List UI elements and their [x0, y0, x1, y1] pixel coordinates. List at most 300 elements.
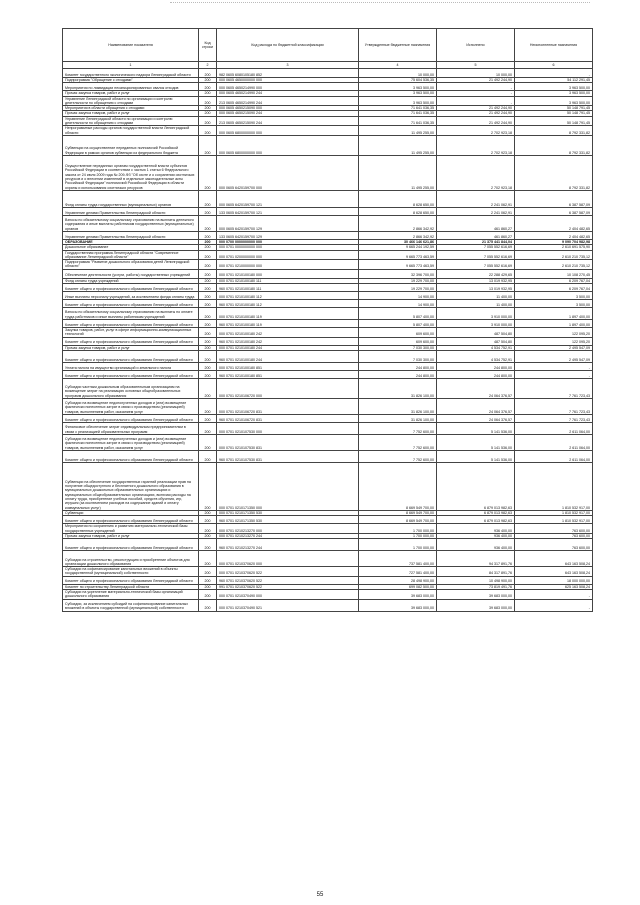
row-unexecuted: 2 495 547,09	[515, 350, 593, 362]
row-approved: 5 807 400,00	[359, 308, 437, 320]
table-row	[63, 524, 593, 534]
row-unexecuted: 3 500,00	[515, 300, 593, 308]
row-budget-code: 000 0701 0210100180 112	[217, 292, 359, 300]
row-budget-code: 213 0605 4650214990 244	[217, 96, 359, 106]
row-executed: 6 879 013 982,63	[437, 510, 515, 515]
table-row	[63, 328, 593, 338]
row-unexecuted: 8 792 331,82	[515, 135, 593, 155]
row-approved: 10 000,00	[359, 69, 437, 78]
table-row	[63, 370, 593, 378]
row-line-code: 200	[199, 111, 217, 116]
row-name: Субсидии на строительство, реконструкцию и приобретение объектов для организации дошкольного образования	[63, 551, 199, 567]
row-executed: 5 141 536,00	[437, 422, 515, 434]
row-line-code: 200	[199, 135, 217, 155]
row-budget-code: 000 0701 0210171350 000	[217, 462, 359, 510]
column-number: 1	[63, 62, 199, 69]
row-unexecuted: 6 209 767,04	[515, 284, 593, 292]
row-unexecuted: 643 163 508,24	[515, 551, 593, 567]
row-unexecuted: 1 897 400,00	[515, 320, 593, 328]
row-name: Прочая закупка товаров, работ и услуг	[63, 345, 199, 350]
table-row	[63, 320, 593, 328]
row-line-code: 200	[199, 576, 217, 584]
row-line-code: 200	[199, 599, 217, 611]
row-name: Уплата налога на имущество организаций и земельного налога	[63, 362, 199, 370]
row-line-code: 200	[199, 239, 217, 244]
row-line-code: 200	[199, 422, 217, 434]
row-budget-code: 960 0701 0210106720 831	[217, 414, 359, 422]
row-approved: 31 826 100,00	[359, 398, 437, 414]
row-executed: 487 504,80	[437, 337, 515, 345]
row-approved: 244 800,00	[359, 362, 437, 370]
row-unexecuted: 7 761 723,43	[515, 378, 593, 398]
table-row	[63, 231, 593, 239]
row-approved: 5 807 400,00	[359, 320, 437, 328]
row-executed: 244 800,00	[437, 370, 515, 378]
row-executed: 84 317 891,76	[437, 567, 515, 577]
row-approved: 699 082 500,00	[359, 584, 437, 589]
row-executed: 487 504,80	[437, 328, 515, 338]
row-executed: 6 879 013 982,63	[437, 516, 515, 524]
row-approved: 244 800,00	[359, 370, 437, 378]
row-approved: 7 752 600,00	[359, 422, 437, 434]
row-unexecuted: 643 163 508,24	[515, 567, 593, 577]
row-budget-code: 000 0701 0210370620 000	[217, 551, 359, 567]
table-body	[63, 69, 593, 612]
row-budget-code: 000 0701 0210370620 522	[217, 567, 359, 577]
row-executed: 94 317 891,76	[437, 551, 515, 567]
row-unexecuted: 50 148 791,45	[515, 116, 593, 126]
row-approved: 8 669 549 700,00	[359, 516, 437, 524]
row-line-code: 200	[199, 207, 217, 215]
row-name: Комитет общего и профессионального образования Ленинградской области	[63, 350, 199, 362]
row-line-code: 200	[199, 584, 217, 589]
row-name: Дошкольное образование	[63, 245, 199, 250]
row-name: Прочая закупка товаров, работ и услуг	[63, 533, 199, 538]
row-unexecuted: 3 963 500,00	[515, 96, 593, 106]
row-unexecuted: 6 387 587,09	[515, 207, 593, 215]
row-name: Субвенции на обеспечение государственных гарантий реализации прав на получение общедоступного и бесплатного дошкольного образования в муниципальных дошкольных образовательных организациях и муниципальных общеобразовательных организациях, включая расходы на оплату труда, приобретение учебных пособий, средств обучения, игр, игрушек (за исключением расходов на содержание зданий и оплату коммунальных услуг)	[63, 462, 199, 510]
table-row	[63, 398, 593, 414]
row-approved: 11 495 255,00	[359, 155, 437, 190]
row-unexecuted: 2 611 064,00	[515, 422, 593, 434]
row-budget-code: 000 0605 4650215090 000	[217, 106, 359, 111]
row-name: Управление делами Правительства Ленинградской области	[63, 207, 199, 215]
page-number: 55	[316, 892, 324, 898]
row-name: Прочая закупка товаров, работ и услуг	[63, 91, 199, 96]
row-name: Финансовое обеспечение затрат индивидуальным предпринимателям в связи с реализацией образовательных программ	[63, 422, 199, 434]
row-line-code: 200	[199, 462, 217, 510]
row-line-code: 200	[199, 337, 217, 345]
row-executed: -	[437, 91, 515, 96]
row-approved: 1 700 000,00	[359, 533, 437, 538]
row-budget-code: 000 0605 6420159700 129	[217, 215, 359, 231]
row-line-code: 200	[199, 96, 217, 106]
row-name: Субсидии на возмещение недополученных доходов и (или) возмещение фактически понесенных затрат в связи с производством (реализацией) товаров, выполнением работ, оказанием услуг	[63, 434, 199, 450]
row-unexecuted: 1 810 532 917,00	[515, 462, 593, 510]
row-executed: 2 702 923,18	[437, 135, 515, 155]
row-approved: 9 665 773 463,59	[359, 260, 437, 270]
row-budget-code: 000 0701 0200000000 000	[217, 250, 359, 260]
row-executed: 7 055 552 616,69	[437, 260, 515, 270]
row-budget-code: 960 0701 0210370620 522	[217, 576, 359, 584]
table-row	[63, 135, 593, 155]
table-row	[63, 414, 593, 422]
row-line-code: 200	[199, 190, 217, 207]
row-budget-code: 133 0605 6420159700 121	[217, 207, 359, 215]
row-executed: 4 534 752,91	[437, 350, 515, 362]
budget-report-page	[62, 28, 592, 612]
row-name: Фонд оплаты труда государственных (муниципальных) органов	[63, 190, 199, 207]
row-line-code: 200	[199, 510, 217, 515]
row-executed: 2 702 923,18	[437, 126, 515, 136]
table-row	[63, 576, 593, 584]
row-line-code: 200	[199, 260, 217, 270]
row-line-code: 200	[199, 155, 217, 190]
row-executed: 5 141 536,00	[437, 434, 515, 450]
row-line-code: 200	[199, 328, 217, 338]
row-unexecuted: 1 810 532 917,00	[515, 516, 593, 524]
row-budget-code: 960 0701 0210107530 831	[217, 450, 359, 462]
row-approved: 1 700 000,00	[359, 524, 437, 534]
row-executed: 936 400,00	[437, 533, 515, 538]
row-line-code: 200	[199, 250, 217, 260]
row-name: Мероприятия по ликвидации несанкционированных свалок отходов	[63, 83, 199, 91]
row-approved: 8 669 549 700,00	[359, 510, 437, 515]
row-line-code: 200	[199, 345, 217, 350]
table-row	[63, 308, 593, 320]
row-line-code: 200	[199, 83, 217, 91]
table-row	[63, 190, 593, 207]
row-approved: 39 683 000,00	[359, 599, 437, 611]
row-line-code: 200	[199, 362, 217, 370]
row-name: Непрограммные расходы органов государственной власти Ленинградской области	[63, 126, 199, 136]
row-line-code: 200	[199, 284, 217, 292]
row-line-code: 200	[199, 245, 217, 250]
row-approved: 71 641 036,35	[359, 106, 437, 111]
row-budget-code: 000 0701 0210370490 000	[217, 590, 359, 600]
row-budget-code: 960 0701 0210100180 111	[217, 284, 359, 292]
row-approved: 30 466 146 621,86	[359, 239, 437, 244]
table-row	[63, 362, 593, 370]
row-unexecuted: 2 610 210 735,12	[515, 250, 593, 260]
row-unexecuted: -	[515, 599, 593, 611]
row-unexecuted: -	[515, 370, 593, 378]
row-unexecuted: 625 163 508,24	[515, 584, 593, 589]
row-unexecuted: 3 500,00	[515, 292, 593, 300]
row-unexecuted: -	[515, 362, 593, 370]
row-unexecuted: 763 600,00	[515, 533, 593, 538]
row-name: Мероприятия по сохранению и развитию материально-технической базы государственных учреждений	[63, 524, 199, 534]
row-executed: 11 400,00	[437, 300, 515, 308]
row-unexecuted: 7 761 723,43	[515, 398, 593, 414]
row-name: Подпрограмма "Развитие дошкольного образования детей Ленинградской области"	[63, 260, 199, 270]
row-executed: 10 498 900,00	[437, 576, 515, 584]
row-unexecuted: 2 404 482,65	[515, 215, 593, 231]
row-name: Субвенции на осуществление переданных полномочий Российской Федерации в рамках органов субвенции из федерального бюджета	[63, 135, 199, 155]
row-unexecuted: 50 148 791,45	[515, 106, 593, 111]
row-unexecuted: 2 611 064,00	[515, 434, 593, 450]
row-name: Субсидии на софинансирование капитальных вложений в объекты государственной (муниципальной) собственности	[63, 567, 199, 577]
row-executed: 21 375 441 844,04	[437, 239, 515, 244]
row-name: Субсидии на возмещение недополученных доходов и (или) возмещение фактически понесенных затрат в связи с производством (реализацией) товаров, выполнением работ, оказанием услуг	[63, 398, 199, 414]
row-budget-code: 960 0701 0210100180 244	[217, 350, 359, 362]
row-unexecuted: 763 600,00	[515, 524, 593, 534]
row-unexecuted: 3 963 500,00	[515, 91, 593, 96]
table-row	[63, 539, 593, 551]
row-name: Осуществление переданных органам государственной власти субъектов Российской Федерации в соответствии с частью 1 статьи 6 Федерального закона от 24 июля 2009 года № 209-ФЗ "Об охоте и о сохранении охотничьих ресурсов и о внесении изменений в отдельные законодательные акты Российской Федерации" полномочий Российской Федерации в области охраны и использования охотничьих ресурсов	[63, 155, 199, 190]
row-budget-code: 000 0605 6800000000 000	[217, 135, 359, 155]
row-executed: 3 910 000,00	[437, 320, 515, 328]
table-row	[63, 83, 593, 91]
row-line-code: 200	[199, 308, 217, 320]
row-executed: 39 683 000,00	[437, 590, 515, 600]
row-budget-code: 000 0701 0210213270 000	[217, 524, 359, 534]
row-executed: 244 800,00	[437, 362, 515, 370]
table-row	[63, 250, 593, 260]
scan-edge-marks	[170, 2, 590, 7]
row-approved: 609 600,00	[359, 328, 437, 338]
row-budget-code: 000 0701 0210107530 000	[217, 422, 359, 434]
row-line-code: 200	[199, 69, 217, 78]
row-unexecuted: 9 090 704 982,98	[515, 239, 593, 244]
row-budget-code: 213 0605 4650215090 244	[217, 116, 359, 126]
row-executed: 21 492 244,90	[437, 106, 515, 111]
row-budget-code: 000 0701 0210213270 244	[217, 533, 359, 538]
row-line-code: 200	[199, 414, 217, 422]
row-approved: 7 752 600,00	[359, 434, 437, 450]
row-budget-code: 000 0701 0210000000 000	[217, 260, 359, 270]
row-line-code: 200	[199, 269, 217, 278]
row-name: Комитет по строительству Ленинградской области	[63, 584, 199, 589]
row-approved: 11 495 255,00	[359, 135, 437, 155]
row-executed: 24 064 376,57	[437, 398, 515, 414]
row-unexecuted: 2 404 482,65	[515, 231, 593, 239]
row-unexecuted: 10 108 270,45	[515, 269, 593, 278]
row-unexecuted: 54 112 291,45	[515, 78, 593, 83]
table-row	[63, 284, 593, 292]
row-approved: 32 396 700,00	[359, 269, 437, 278]
row-budget-code: 000 0605 6420159700 000	[217, 155, 359, 190]
row-approved: 19 229 700,00	[359, 278, 437, 283]
table-row	[63, 126, 593, 136]
row-line-code: 200	[199, 91, 217, 96]
row-budget-code: 960 0701 0210100180 112	[217, 300, 359, 308]
row-executed: 7 055 552 616,69	[437, 250, 515, 260]
table-row	[63, 567, 593, 577]
column-number: 5	[437, 62, 515, 69]
row-name: Комитет общего и профессионального образования Ленинградской области	[63, 576, 199, 584]
row-executed: 22 288 429,65	[437, 269, 515, 278]
table-row	[63, 434, 593, 450]
row-approved: 2 866 342,92	[359, 215, 437, 231]
row-executed: 461 860,27	[437, 231, 515, 239]
table-row	[63, 116, 593, 126]
row-line-code: 200	[199, 350, 217, 362]
row-approved: 71 641 036,35	[359, 111, 437, 116]
row-approved: 31 826 100,00	[359, 378, 437, 398]
row-approved: 7 752 600,00	[359, 450, 437, 462]
row-budget-code: 000 0605 4650214990 000	[217, 83, 359, 91]
row-line-code: 200	[199, 78, 217, 83]
row-unexecuted: 2 610 210 735,12	[515, 260, 593, 270]
row-budget-code: 991 0701 0210370620 522	[217, 584, 359, 589]
row-budget-code: 000 0605 4650214990 244	[217, 91, 359, 96]
row-executed: 5 141 536,00	[437, 450, 515, 462]
header-budget-classification: Код расхода по бюджетной классификации	[217, 29, 359, 62]
row-approved: 71 641 036,35	[359, 116, 437, 126]
row-executed: 2 241 062,91	[437, 207, 515, 215]
row-approved: 39 683 000,00	[359, 590, 437, 600]
row-approved: 14 900,00	[359, 292, 437, 300]
row-unexecuted: 122 095,20	[515, 328, 593, 338]
row-line-code: 200	[199, 231, 217, 239]
table-row	[63, 155, 593, 190]
row-name: Взносы по обязательному социальному страхованию на выплаты денежного содержания и иные выплаты работникам государственных (муниципальных) органов	[63, 215, 199, 231]
row-line-code: 200	[199, 398, 217, 414]
row-executed: 2 702 923,18	[437, 155, 515, 190]
row-unexecuted: 6 387 587,09	[515, 190, 593, 207]
row-unexecuted: 6 209 767,04	[515, 278, 593, 283]
row-name: Субвенции	[63, 510, 199, 515]
row-budget-code: 000 0701 0210100180 242	[217, 328, 359, 338]
row-budget-code: 960 0701 0210171350 530	[217, 516, 359, 524]
row-name: Комитет государственного экологического надзора Ленинградской области	[63, 69, 199, 78]
row-name: Комитет общего и профессионального образования Ленинградской области	[63, 516, 199, 524]
row-approved: 8 628 650,00	[359, 207, 437, 215]
row-budget-code: 960 0701 0210100180 242	[217, 337, 359, 345]
row-executed: 2 241 062,91	[437, 190, 515, 207]
row-unexecuted: 763 600,00	[515, 539, 593, 551]
row-budget-code: 000 0605 4650000000 000	[217, 78, 359, 83]
header-executed: Исполнено	[437, 29, 515, 62]
row-executed: 7 055 552 616,69	[437, 245, 515, 250]
header-indicator-name: Наименование показателя	[63, 29, 199, 62]
row-executed: 21 492 244,90	[437, 78, 515, 83]
row-line-code: 200	[199, 370, 217, 378]
row-budget-code: 000 0701 0210100180 111	[217, 278, 359, 283]
row-name: Комитет общего и профессионального образования Ленинградской области	[63, 300, 199, 308]
row-name: Субсидии на укрепление материально-технической базы организаций дошкольного образования	[63, 590, 199, 600]
row-approved: 7 030 300,00	[359, 345, 437, 350]
row-approved: 2 866 342,92	[359, 231, 437, 239]
row-budget-code: 000 0605 6420159700 121	[217, 190, 359, 207]
table-row	[63, 462, 593, 510]
row-executed: 11 400,00	[437, 292, 515, 300]
row-budget-code: 000 0701 0210100180 244	[217, 345, 359, 350]
row-unexecuted: 18 000 000,00	[515, 576, 593, 584]
row-executed: 73 819 491,76	[437, 584, 515, 589]
row-unexecuted: 1 810 532 917,00	[515, 510, 593, 515]
row-unexecuted: 50 148 791,45	[515, 111, 593, 116]
table-row	[63, 551, 593, 567]
row-name: Комитет общего и профессионального образования Ленинградской области	[63, 370, 199, 378]
row-approved: 28 498 900,00	[359, 576, 437, 584]
row-executed: 21 492 244,90	[437, 116, 515, 126]
row-executed: 4 534 752,91	[437, 345, 515, 350]
table-row	[63, 450, 593, 462]
row-budget-code: 000 0605 6800000000 000	[217, 126, 359, 136]
row-line-code: 200	[199, 434, 217, 450]
row-executed: -	[437, 83, 515, 91]
row-name: Субсидии, за исключением субсидий на софинансирование капитальных вложений в объекты государственной (муниципальной) собственности	[63, 599, 199, 611]
row-budget-code: 000 0701 0000000000 000	[217, 245, 359, 250]
row-name: Государственная программа Ленинградской области "Современное образование Ленинградской области"	[63, 250, 199, 260]
row-budget-code: 000 0701 0210100180 119	[217, 308, 359, 320]
table-row	[63, 599, 593, 611]
row-approved: 3 963 500,00	[359, 83, 437, 91]
row-name: Комитет общего и профессионального образования Ленинградской области	[63, 414, 199, 422]
row-line-code: 200	[199, 567, 217, 577]
row-budget-code: 000 0701 0210106720 831	[217, 398, 359, 414]
row-name: Комитет общего и профессионального образования Ленинградской области	[63, 337, 199, 345]
row-executed: 13 019 932,95	[437, 284, 515, 292]
table-row	[63, 422, 593, 434]
table-row	[63, 260, 593, 270]
row-line-code: 200	[199, 126, 217, 136]
row-line-code: 200	[199, 320, 217, 328]
row-budget-code: 960 0701 0210100180 119	[217, 320, 359, 328]
table-row	[63, 269, 593, 278]
row-budget-code: 000 0701 0210107530 831	[217, 434, 359, 450]
row-name: Прочая закупка товаров, работ и услуг	[63, 111, 199, 116]
row-line-code: 200	[199, 378, 217, 398]
row-line-code: 200	[199, 116, 217, 126]
row-name: Фонд оплаты труда учреждений	[63, 278, 199, 283]
table-row	[63, 337, 593, 345]
row-name: Управление Ленинградской области по организации и контролю деятельности по обращению с отходами	[63, 116, 199, 126]
row-unexecuted: 8 792 331,82	[515, 155, 593, 190]
row-budget-code: 982 0605 6080105180 852	[217, 69, 359, 78]
row-approved: 1 700 000,00	[359, 539, 437, 551]
row-budget-code: 960 0701 0210213270 244	[217, 539, 359, 551]
row-line-code: 200	[199, 533, 217, 538]
row-approved: 8 628 650,00	[359, 190, 437, 207]
row-budget-code: 000 0701 0210171350 530	[217, 510, 359, 515]
row-budget-code: 133 0605 6420159700 129	[217, 231, 359, 239]
row-unexecuted: -	[515, 590, 593, 600]
header-unexecuted: Неисполненные назначения	[515, 29, 593, 62]
row-approved: 609 600,00	[359, 337, 437, 345]
table-header-row	[63, 29, 593, 62]
row-line-code: 200	[199, 292, 217, 300]
row-unexecuted: 8 792 331,82	[515, 126, 593, 136]
row-name: Субсидии частным дошкольным образовательным организациям на возмещение затрат на реализацию основных общеобразовательных программ дошкольного образования	[63, 378, 199, 398]
row-approved: 14 900,00	[359, 300, 437, 308]
table-row	[63, 215, 593, 231]
column-number: 2	[199, 62, 217, 69]
row-unexecuted: -	[515, 69, 593, 78]
header-line-code: Код строки	[199, 29, 217, 62]
row-approved: 3 963 500,00	[359, 96, 437, 106]
row-name: Управление Ленинградской области по организации и контролю деятельности по обращению с отходами	[63, 96, 199, 106]
table-row	[63, 300, 593, 308]
row-name: Иные выплаты персоналу учреждений, за исключением фонда оплаты труда	[63, 292, 199, 300]
row-executed: 936 400,00	[437, 524, 515, 534]
row-executed: 3 910 000,00	[437, 308, 515, 320]
column-number: 6	[515, 62, 593, 69]
row-executed: -	[437, 96, 515, 106]
row-approved: 8 669 549 700,00	[359, 462, 437, 510]
row-line-code: 200	[199, 215, 217, 231]
row-executed: 24 064 376,57	[437, 378, 515, 398]
column-number-row	[63, 62, 593, 69]
row-line-code: 200	[199, 516, 217, 524]
row-approved: 3 963 500,00	[359, 91, 437, 96]
row-unexecuted: 2 495 547,09	[515, 345, 593, 350]
row-executed: 24 064 376,57	[437, 414, 515, 422]
row-name: Комитет общего и профессионального образования Ленинградской области	[63, 450, 199, 462]
row-line-code: 200	[199, 278, 217, 283]
